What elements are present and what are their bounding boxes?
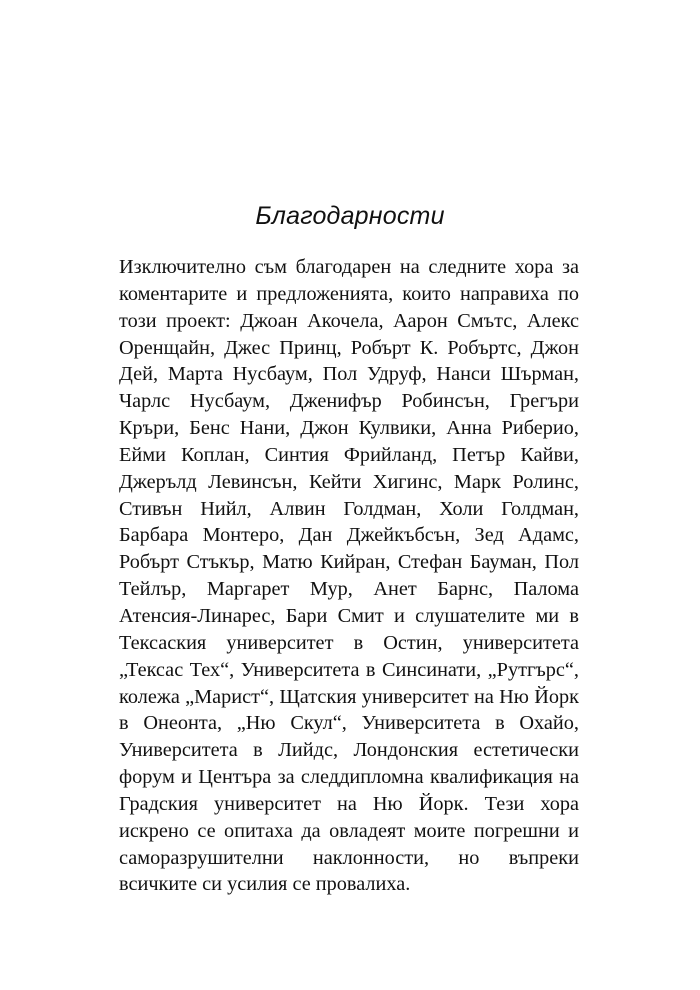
page-title: Благодарности: [255, 202, 445, 230]
acknowledgements-paragraph: Изключително съм благодарен на следните хора за коментарите и предложенията, които направиха по този проект: Джоан Акочела, Аарон Смътс, Алекс Оренщайн, Джес Принц, Робърт К. Робъртс, Джон Дей, Марта Нусбаум, Пол Удруф, Нанси Шърман, Чарлс Нусбаум, Дженифър Робинсън, Грегъри Кръри, Бенс Нани, Джон Кулвики, Анна Риберио, Ейми Коплан, Синтия Фрийланд, Петър Кайви, Джерълд Левинсън, Кейти Хигинс, Марк Ролинс, Стивън Нийл, Алвин Голдман, Холи Голдман, Барбара Монтеро, Дан Джейкъбсън, Зед Адамс, Робърт Стъкър, Матю Кийран, Стефан Бауман, Пол Тейлър, Маргарет Мур, Анет Барнс, Палома Атенсия-Линарес, Бари Смит и слушателите ми в Тексаския университет в Остин, университета „Тексас Тех“, Университета в Синсинати, „Рутгърс“, колежа „Марист“, Щатския университет на Ню Йорк в Онеонта, „Ню Скул“, Университета в Охайо, Университета в Лийдс, Лондонския естетически форум и Центъра за следдипломна квалификация на Градския университет на Ню Йорк. Тези хора искрено се опитаха да овладеят моите погрешни и саморазрушителни наклонности, но въпреки всичките си усилия се провалиха.: [119, 256, 579, 896]
